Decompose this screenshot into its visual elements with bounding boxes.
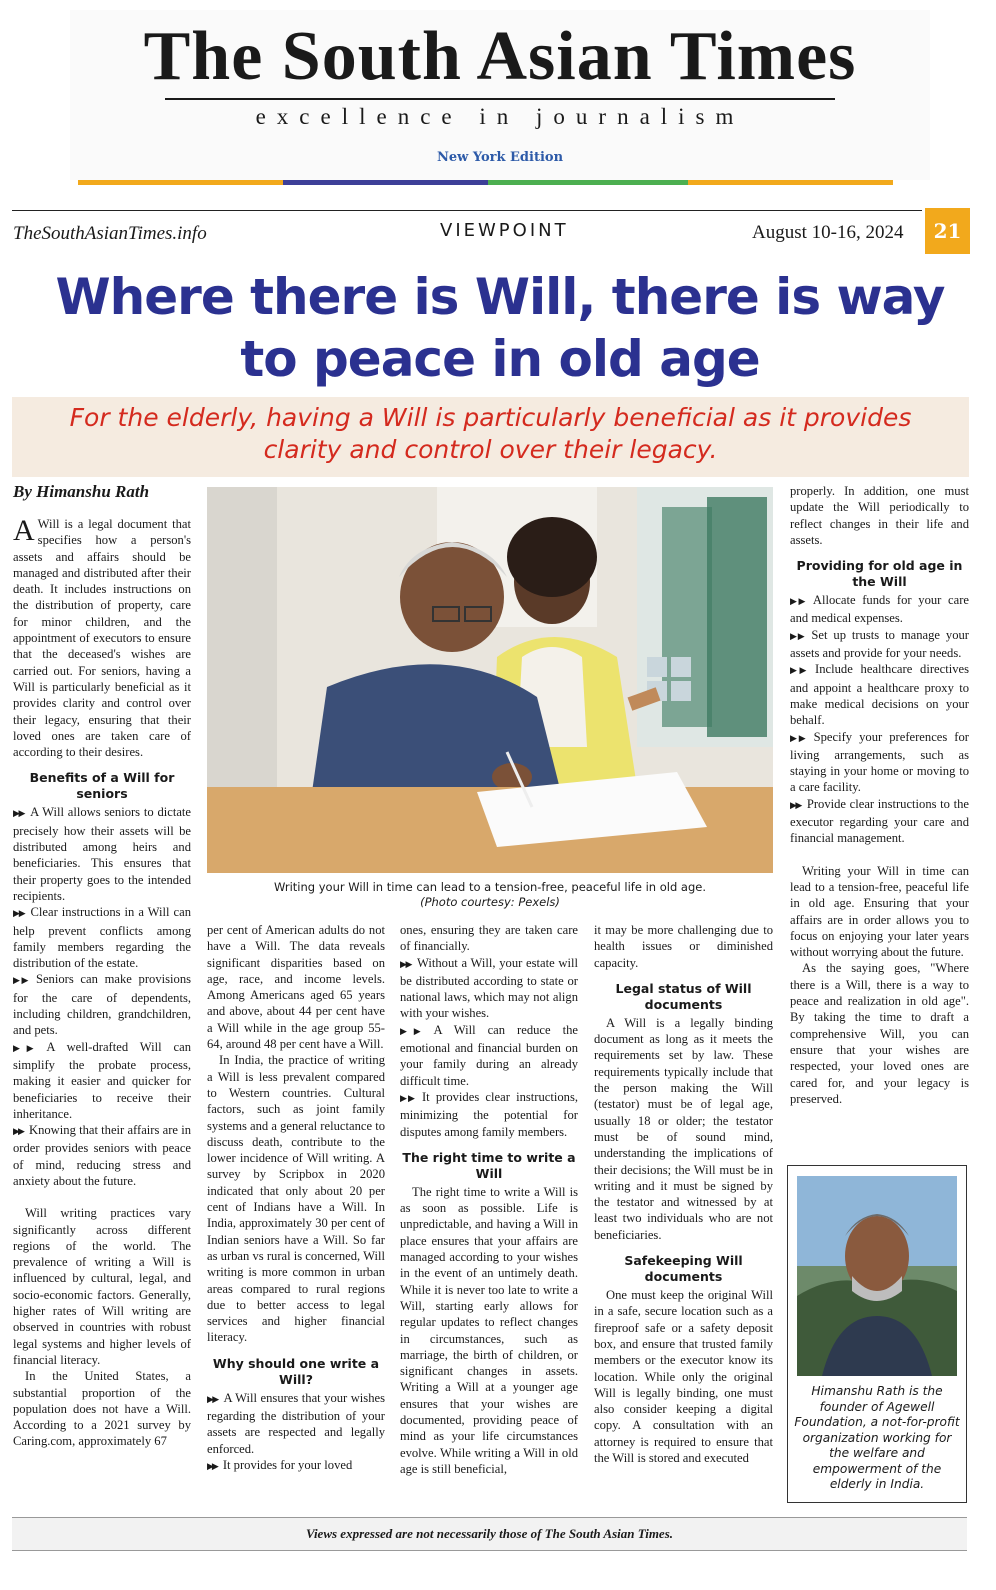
bullet-item: ▶▶ Clear instructions in a Will can help prevent conflicts among family members regarding the distribution of the estate. (13, 905, 192, 971)
masthead (70, 10, 930, 180)
paragraph: Will writing practices vary significantly across different regions of the world. The prevalence of writing a Will is influenced by cultural, legal, and socio-economic factors. Generally, higher rates of Will writing are observed in countries with robust legal systems and higher levels of financial literacy. (13, 1206, 191, 1367)
deck-box (12, 397, 969, 477)
footer-bar (12, 1517, 967, 1551)
bullet-arrow-icon: ▶▶ (790, 800, 801, 811)
author-photo (797, 1176, 957, 1376)
byline: By Himanshu Rath (13, 482, 150, 501)
subhead-safekeeping: Safekeeping Will documents (624, 1253, 743, 1285)
edition-label: New York Edition (436, 150, 564, 165)
paragraph: Writing your Will in time can lead to a tension-free, peaceful life in old age. Ensuring that your affairs are in order allows you to focus on enjoying your later years without worrying about the future. (790, 863, 969, 960)
article-column-1 (13, 516, 191, 1450)
bullet-arrow-icon: ▶▶ (790, 733, 808, 744)
bullet-item: ▶▶ Knowing that their affairs are in order provides seniors with peace of mind, reducing stress and anxiety about the future. (13, 1123, 192, 1188)
bullet-arrow-icon: ▶▶ (207, 1461, 217, 1472)
photo-credit: (Photo courtesy: Pexels) (420, 895, 560, 909)
bullet-item: ▶▶ It provides clear instructions, minimizing the potential for disputes among family members. (400, 1089, 579, 1139)
article-column-4 (594, 922, 773, 1466)
color-bar-3 (488, 180, 693, 185)
paragraph: The right time to write a Will is as soon as possible. Life is unpredictable, and having a Will in place ensures that your affairs are managed according to your wishes in the event of an untimely death. While it is never too late to write a Will, starting early allows for regular updates to reflect changes in circumstances, such as marriage, the birth of children, or significant changes in assets. Writing a Will at a younger age ensures that your wishes are documented, providing peace of mind as your life circumstances evolve. While writing a Will in old age is still beneficial, (400, 1184, 578, 1476)
issue-date: August 10-16, 2024 (752, 222, 904, 243)
page-number: 21 (925, 208, 970, 254)
bullet-arrow-icon: ▶▶ (207, 1394, 218, 1405)
deck-text: For the elderly, having a Will is particularly beneficial as it provides clarity and control over their legacy. (69, 403, 912, 464)
article-column-2 (207, 922, 385, 1475)
paragraph: per cent of American adults do not have a Will. The data reveals significant disparities based on age, race, and income levels. Among Americans aged 65 years and above, about 44 per cent have a Will while in the age group 55-64, around 48 per cent have a Will. (207, 923, 385, 1052)
subhead-benefits: Benefits of a Will for seniors (29, 770, 175, 802)
caption-text: Writing your Will in time can lead to a tension-free, peaceful life in old age. (274, 880, 706, 894)
disclaimer: Views expressed are not necessarily those of The South Asian Times. (305, 1526, 674, 1541)
subhead-right-time: The right time to write a Will (402, 1149, 576, 1181)
bullet-item: ▶▶ A Will can reduce the emotional and financial burden on your family during an already difficult time. (400, 1022, 578, 1088)
author-portrait (797, 1176, 957, 1376)
author-bio: Himanshu Rath is the founder of Agewell Foundation, a not-for-profit organization working for the welfare and empowerment of the elderly in India. (794, 1384, 960, 1491)
bullet-arrow-icon: ▶▶ (400, 1026, 428, 1037)
bullet-arrow-icon: ▶▶ (400, 959, 411, 970)
article-photo (207, 487, 773, 873)
subhead-why: Why should one write a Will? (212, 1355, 380, 1387)
bullet-arrow-icon: ▶▶ (13, 1127, 23, 1138)
paragraph: As the saying goes, "Where there is a Will, there is a way to peace and realization in old age". By taking the time to draft a comprehensive Will, you can ensure that your wishes are respected, your loved ones are cared for, and your legacy is preserved. (790, 961, 969, 1106)
section-label: VIEWPOINT (440, 220, 569, 241)
bullet-item: ▶▶ Include healthcare directives and appoint a healthcare proxy to make medical decisions on your behalf. (790, 662, 969, 728)
paragraph: ones, ensuring they are taken care of financially. (400, 923, 578, 954)
color-bar-1 (78, 180, 283, 185)
subhead-providing: Providing for old age in the Will (796, 558, 963, 590)
bullet-item: ▶▶ Seniors can make provisions for the care of dependents, including children, grandchildren, and pets. (13, 972, 192, 1038)
bullet-arrow-icon: ▶▶ (13, 809, 25, 820)
paragraph: A Will is a legally binding document as long as it meets the requirements set by law. These requirements typically include that the person making the Will (testator) must be of legal age, usually 18 or older; the testator must be of sound mind, understanding the implications of their decisions; the Will must be in writing and it must be signed by the testator and witnessed by at least two individuals who are not beneficiaries. (594, 1015, 773, 1242)
site-url[interactable]: TheSouthAsianTimes.info (13, 223, 207, 244)
bullet-item: ▶▶ It provides for your loved (207, 1457, 353, 1472)
paragraph: One must keep the original Will in a safe, secure location such as a fireproof safe or a safety deposit box, and ensure that trusted family members or the executor know its location. While only the original Will is legally binding, one must also consider keeping a digital copy. A consultation with an attorney is required to ensure that the Will is stored and executed (594, 1288, 773, 1466)
bullet-item: ▶▶ Allocate funds for your care and medical expenses. (790, 593, 969, 626)
article-column-5 (790, 483, 969, 1107)
bullet-item: ▶▶ A well-drafted Will can simplify the probate process, making it easier and quicker for beneficiaries to receive their inheritance. (13, 1039, 192, 1121)
article-column-3 (400, 922, 578, 1477)
header-rule (12, 210, 922, 211)
bullet-arrow-icon: ▶▶ (13, 909, 25, 920)
bullet-item: ▶▶ A Will ensures that your wishes regarding the distribution of your assets are respected and legally enforced. (207, 1390, 385, 1456)
drop-cap: A (13, 514, 35, 547)
bullet-arrow-icon: ▶▶ (790, 631, 806, 642)
headline: Where there is Will, there is way to peace in old age (55, 268, 945, 388)
color-bar-2 (283, 180, 488, 185)
bullet-arrow-icon: ▶▶ (400, 1093, 416, 1104)
bullet-item: ▶▶ Specify your preferences for living arrangements, such as staying in your home or moving to a care facility. (790, 729, 969, 795)
paragraph: In India, the practice of writing a Will is less prevalent compared to Western countries. Cultural factors, such as joint family systems and a general reluctance to discuss death, contribute to the lower incidence of Will writing. A survey by Scripbox in 2020 indicated that only about 20 per cent of Indians have a Will. In India, approximately 30 per cent of Indian seniors have a Will. So far as urban vs rural is concerned, Will writing is more common in urban areas compared to rural regions due to better access to legal services and higher financial literacy. (207, 1053, 385, 1345)
bullet-item: ▶▶ Without a Will, your estate will be distributed according to state or national laws, which may not align with your wishes. (400, 955, 579, 1021)
bullet-item: ▶▶ Set up trusts to manage your assets and provide for your needs. (790, 627, 969, 661)
bullet-item: ▶▶ A Will allows seniors to dictate precisely how their assets will be distributed among heirs and beneficiaries. This ensures that their property goes to the intended recipients. (13, 805, 192, 903)
paragraph: it may be more challenging due to health issues or diminished capacity. (594, 923, 773, 970)
intro-paragraph: A Will is a legal document that specifies how a person's assets and affairs should be managed and distributed after their death. It includes instructions on the distribution of property, care for minor children, and the appointment of executors to ensure that the deceased's wishes are carried out. For seniors, having a Will is particularly beneficial as it provides clarity and control over their legacy, ensuring that their loved ones are taken care of according to their desires. (13, 514, 191, 760)
masthead-rule (165, 98, 835, 100)
newspaper-title: The South Asian Times (143, 18, 857, 95)
color-bar-4 (688, 180, 893, 185)
author-box (787, 1165, 967, 1503)
paragraph: In the United States, a substantial proportion of the population does not have a Will. According to a 2021 survey by Caring.com, approximately 67 (13, 1369, 191, 1449)
newspaper-tagline: excellence in journalism (255, 104, 745, 129)
bullet-arrow-icon: ▶▶ (13, 976, 30, 987)
bullet-arrow-icon: ▶▶ (13, 1043, 41, 1054)
paragraph: properly. In addition, one must update the Will periodically to reflect changes in their life and assets. (790, 484, 969, 547)
bullet-item: ▶▶ Provide clear instructions to the executor regarding your care and financial management. (790, 796, 970, 846)
bullet-arrow-icon: ▶▶ (790, 666, 810, 677)
photo-illustration (207, 487, 773, 873)
subhead-legal-status: Legal status of Will documents (615, 980, 752, 1012)
photo-caption (207, 880, 773, 910)
bullet-arrow-icon: ▶▶ (790, 597, 807, 608)
